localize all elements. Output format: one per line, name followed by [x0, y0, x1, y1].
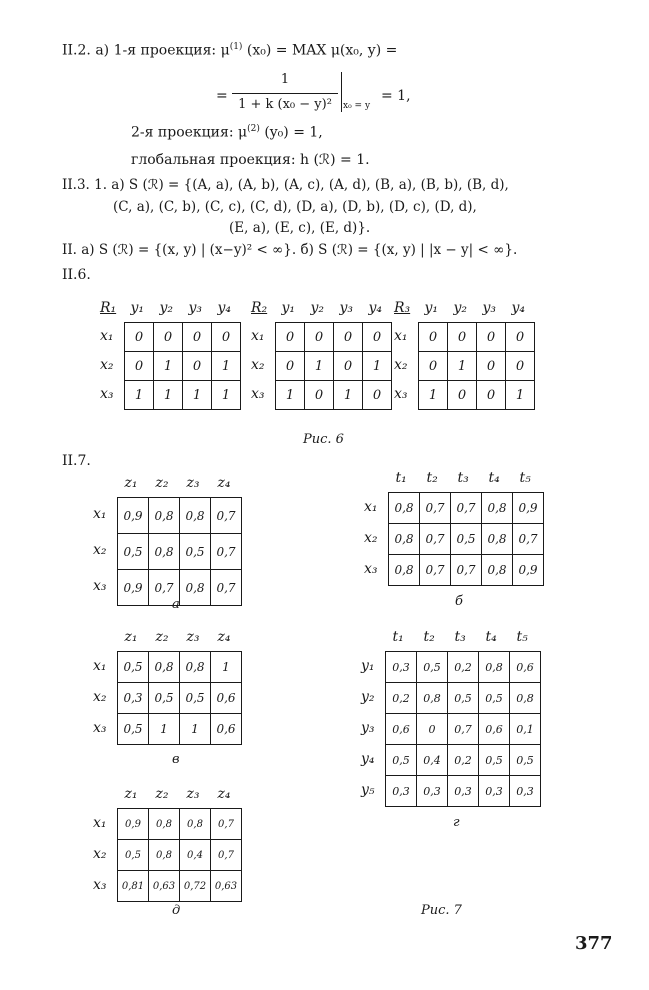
- fig7-g-cell: 0,8: [479, 652, 510, 683]
- fig7-b-row: [389, 493, 544, 524]
- fig6-r3-col-label: y₄: [511, 300, 526, 316]
- fig6-r3-cell: 1: [419, 381, 448, 410]
- fig6-r1-corner-label: R₁: [100, 300, 117, 316]
- fig7-g-row-label: y₂: [361, 688, 375, 705]
- fig7-v-cell: 0,3: [118, 683, 149, 714]
- fig6-r3-cell: 0: [506, 323, 535, 352]
- fig6-r2-cell: 1: [334, 381, 363, 410]
- fig6-r1-row-label: x₁: [100, 327, 114, 344]
- fig7-a-cell: 0,5: [118, 534, 149, 570]
- fig6-r1-cell: 1: [125, 381, 154, 410]
- fig7-d-cell: 0,63: [211, 871, 242, 902]
- fig6-r1-cell: 0: [183, 352, 212, 381]
- fraction-bar: [232, 93, 338, 94]
- fig6-r3-cell: 0: [506, 352, 535, 381]
- item-2-support: II. а) S (ℛ) = {(x, y) | (x−y)² < ∞}. б) S (ℛ) = {(x, y) | |x − y| < ∞}.: [62, 242, 518, 258]
- fig6-r1-col-label: y₄: [217, 300, 232, 316]
- fig7-b-cell: 0,7: [513, 524, 544, 555]
- fig6-r1-matrix: [124, 322, 241, 410]
- fig7-g-row-label: y₃: [361, 719, 375, 736]
- fig7-v-row: [118, 683, 242, 714]
- fig7-b-row-label: x₂: [364, 529, 378, 546]
- fig7-g-cell: 0,3: [510, 776, 541, 807]
- fig7-g-row: [386, 745, 541, 776]
- fig7-v-matrix: [117, 651, 242, 745]
- fig6-r1-cell: 1: [212, 352, 241, 381]
- fig7-d-cell: 0,8: [149, 809, 180, 840]
- fig7-g-cell: 0,8: [510, 683, 541, 714]
- fig7-d-cell: 0,72: [180, 871, 211, 902]
- page-number: 377: [575, 933, 613, 954]
- fig7-d-row: [118, 871, 242, 902]
- fig7-g-cell: 0,2: [386, 683, 417, 714]
- fig6-r3-corner-label: R₃: [394, 300, 411, 316]
- fig7-g-cell: 0,3: [479, 776, 510, 807]
- item-2-2-line: [62, 42, 397, 59]
- fig7-g-cell: 0,6: [479, 714, 510, 745]
- fig6-r1-cell: 0: [125, 323, 154, 352]
- fig7-d-col-label: z₃: [186, 786, 200, 802]
- fig7-g-cell: 0: [417, 714, 448, 745]
- fig7-d-cell: 0,81: [118, 871, 149, 902]
- fig7-b-cell: 0,8: [482, 524, 513, 555]
- fig6-r3-row: [419, 352, 535, 381]
- fig7-d-cell: 0,8: [149, 840, 180, 871]
- fig7-g-cell: 0,6: [386, 714, 417, 745]
- fig6-r1-cell: 0: [212, 323, 241, 352]
- fig7-g-matrix: [385, 651, 541, 807]
- fig7-b-col-label: t₅: [519, 470, 531, 486]
- fig7-d-cell: 0,9: [118, 809, 149, 840]
- fig7-b-cell: 0,7: [420, 493, 451, 524]
- fig7-g-row-label: y₅: [361, 781, 375, 798]
- fig7-b-cell: 0,8: [389, 524, 420, 555]
- fig7-b-matrix: [388, 492, 544, 586]
- fig6-r3-cell: 1: [506, 381, 535, 410]
- fig7-g-cell: 0,5: [417, 652, 448, 683]
- fig7-g-cell: 0,5: [479, 745, 510, 776]
- superscript-1: (1): [229, 42, 243, 52]
- fig7-v-cell: 1: [180, 714, 211, 745]
- item-2-3-line1: II.3. 1. а) S (ℛ) = {(A, a), (A, b), (A, c), (A, d), (B, a), (B, b), (B, d),: [62, 177, 509, 193]
- equals-end: = 1,: [381, 88, 411, 104]
- fig7-g-col-label: t₄: [485, 629, 497, 645]
- fig7-v-col-label: z₄: [217, 629, 231, 645]
- superscript-2: (2): [247, 124, 260, 134]
- fig6-r2-cell: 0: [363, 381, 392, 410]
- fig6-r1-cell: 1: [212, 381, 241, 410]
- fig7-b-row: [389, 524, 544, 555]
- fig7-a-cell: 0,8: [149, 498, 180, 534]
- fig6-r2-cell: 0: [276, 352, 305, 381]
- fig7-g-cell: 0,7: [448, 714, 479, 745]
- fig7-a-cell: 0,9: [118, 570, 149, 606]
- fig7-v-cell: 0,6: [211, 683, 242, 714]
- fig7-a-row-label: x₁: [93, 506, 107, 522]
- substitution-text: x₀ = y: [343, 101, 371, 111]
- substitution-bar: [341, 72, 342, 112]
- fig6-r3-cell: 0: [419, 352, 448, 381]
- fraction-numerator: 1: [280, 72, 290, 87]
- fig6-r3-cell: 0: [477, 381, 506, 410]
- figure-6-caption: Рис. 6: [303, 432, 344, 447]
- fig6-r3-cell: 0: [477, 352, 506, 381]
- fig7-b-row-label: x₃: [364, 560, 378, 577]
- fig7-d-row-label: x₂: [93, 845, 107, 862]
- fig6-r2-cell: 0: [363, 323, 392, 352]
- fig7-a-row: [118, 498, 242, 534]
- fig6-r3-cell: 0: [448, 381, 477, 410]
- fig6-r3-row: [419, 381, 535, 410]
- fig7-b-cell: 0,7: [420, 524, 451, 555]
- fig7-d-cell: 0,8: [180, 809, 211, 840]
- fig6-r3-row-label: x₂: [394, 356, 408, 373]
- fig6-r1-cell: 1: [183, 381, 212, 410]
- fig7-g-cell: 0,4: [417, 745, 448, 776]
- fig7-g-cell: 0,5: [510, 745, 541, 776]
- figure-7-caption: Рис. 7: [421, 903, 462, 918]
- fig6-r2-cell: 0: [334, 323, 363, 352]
- fig7-d-cell: 0,7: [211, 840, 242, 871]
- fig7-d-row-label: x₁: [93, 814, 107, 831]
- fig7-v-row-label: x₂: [93, 688, 107, 705]
- fig7-v-cell: 0,5: [118, 714, 149, 745]
- global-projection: глобальная проекция: h (ℛ) = 1.: [131, 152, 370, 168]
- fig7-g-cell: 0,3: [386, 652, 417, 683]
- item-2-3-line2: (C, a), (C, b), (C, c), (C, d), (D, a), (D, b), (D, c), (D, d),: [113, 199, 477, 215]
- fig7-d-sublabel: д: [172, 903, 181, 918]
- fig7-d-row: [118, 840, 242, 871]
- fig7-g-row-label: y₁: [361, 657, 375, 674]
- fig7-g-col-label: t₃: [454, 629, 466, 645]
- fig6-r2-matrix: [275, 322, 392, 410]
- fig6-r2-cell: 1: [363, 352, 392, 381]
- second-projection: [131, 124, 323, 141]
- fig6-r1-row-label: x₂: [100, 356, 114, 373]
- fig7-v-col-label: z₃: [186, 629, 200, 645]
- fig7-b-cell: 0,8: [389, 555, 420, 586]
- fig7-v-row-label: x₁: [93, 657, 107, 674]
- fig7-g-cell: 0,2: [448, 652, 479, 683]
- fig7-a-cell: 0,8: [149, 534, 180, 570]
- fig6-r1-cell: 1: [154, 352, 183, 381]
- fig6-r1-cell: 0: [125, 352, 154, 381]
- fig7-g-cell: 0,8: [417, 683, 448, 714]
- fig7-g-col-label: t₂: [423, 629, 435, 645]
- fig7-b-cell: 0,5: [451, 524, 482, 555]
- fig6-r1-cell: 0: [154, 323, 183, 352]
- fig7-v-cell: 1: [149, 714, 180, 745]
- fig6-r2-row: [276, 323, 392, 352]
- fig7-b-row-label: x₁: [364, 498, 378, 515]
- fig7-v-row-label: x₃: [93, 719, 107, 736]
- fig6-r3-matrix: [418, 322, 535, 410]
- fraction-denominator: 1 + k (x₀ − y)²: [238, 97, 332, 112]
- fig6-r3-cell: 1: [448, 352, 477, 381]
- fig7-d-col-label: z₄: [217, 786, 231, 802]
- fig6-r1-row: [125, 381, 241, 410]
- fig6-r2-cell: 0: [305, 323, 334, 352]
- item-2-3-line3: (E, a), (E, c), (E, d)}.: [229, 220, 371, 236]
- fig7-v-cell: 0,6: [211, 714, 242, 745]
- equals-start: =: [216, 88, 228, 104]
- fig7-v-cell: 1: [211, 652, 242, 683]
- fig7-g-col-label: t₅: [516, 629, 528, 645]
- fig7-a-col-label: z₄: [217, 475, 231, 491]
- fig6-r2-cell: 1: [276, 381, 305, 410]
- fig6-r1-col-label: y₁: [130, 300, 145, 316]
- fig6-r2-col-label: y₃: [339, 300, 354, 316]
- fig6-r2-row: [276, 352, 392, 381]
- fig7-g-cell: 0,3: [417, 776, 448, 807]
- fig7-a-row-label: x₃: [93, 578, 107, 594]
- fig6-r3-cell: 0: [448, 323, 477, 352]
- fig6-r2-cell: 0: [276, 323, 305, 352]
- fig7-b-cell: 0,7: [420, 555, 451, 586]
- item-2-2-tail: (x₀, y) =: [339, 42, 398, 59]
- fig6-r2-col-label: y₄: [368, 300, 383, 316]
- fig6-r2-cell: 0: [334, 352, 363, 381]
- fig7-g-cell: 0,5: [386, 745, 417, 776]
- fig6-r2-cell: 0: [305, 381, 334, 410]
- fig7-v-col-label: z₂: [155, 629, 169, 645]
- fig6-r2-corner-label: R₂: [251, 300, 268, 316]
- fig7-a-col-label: z₃: [186, 475, 200, 491]
- fig7-a-cell: 0,8: [180, 498, 211, 534]
- fig6-r3-row: [419, 323, 535, 352]
- fig6-r1-col-label: y₃: [188, 300, 203, 316]
- fig7-a-cell: 0,8: [180, 570, 211, 606]
- item-2-2-max: (x₀) = MAX μ: [246, 42, 340, 59]
- fig7-a-row-label: x₂: [93, 542, 107, 558]
- fig7-b-cell: 0,7: [451, 555, 482, 586]
- fig6-r2-row-label: x₃: [251, 385, 265, 402]
- fig7-g-cell: 0,3: [448, 776, 479, 807]
- fig6-r2-col-label: y₁: [281, 300, 296, 316]
- fig7-a-matrix: [117, 497, 242, 606]
- fig7-v-row: [118, 652, 242, 683]
- fig6-r1-cell: 0: [183, 323, 212, 352]
- fig7-g-row: [386, 776, 541, 807]
- fig7-a-sublabel: а: [172, 597, 180, 612]
- fig7-v-sublabel: в: [172, 752, 180, 767]
- fig7-v-cell: 0,8: [180, 652, 211, 683]
- item-2-7-heading: II.7.: [62, 453, 91, 469]
- fig7-g-cell: 0,5: [479, 683, 510, 714]
- fig6-r3-row-label: x₁: [394, 327, 408, 344]
- fig7-b-cell: 0,7: [451, 493, 482, 524]
- second-projection-tail: (y₀) = 1,: [264, 124, 323, 141]
- fig7-d-cell: 0,5: [118, 840, 149, 871]
- fig6-r3-cell: 0: [419, 323, 448, 352]
- fig7-d-col-label: z₁: [124, 786, 138, 802]
- second-projection-text: 2-я проекция: μ: [131, 124, 248, 141]
- fig6-r1-row-label: x₃: [100, 385, 114, 402]
- fig7-a-cell: 0,5: [180, 534, 211, 570]
- fig7-b-cell: 0,9: [513, 555, 544, 586]
- fig7-b-col-label: t₄: [488, 470, 500, 486]
- fig7-v-col-label: z₁: [124, 629, 138, 645]
- fig7-b-col-label: t₁: [395, 470, 407, 486]
- fig7-g-sublabel: г: [453, 815, 460, 830]
- fig7-g-row: [386, 683, 541, 714]
- item-2-2-text: II.2. а) 1-я проекция: μ: [62, 42, 230, 59]
- fig7-d-matrix: [117, 808, 242, 902]
- fig7-g-cell: 0,3: [386, 776, 417, 807]
- fig7-v-cell: 0,8: [149, 652, 180, 683]
- fig7-a-cell: 0,7: [211, 570, 242, 606]
- fig6-r2-row-label: x₂: [251, 356, 265, 373]
- fig6-r1-row: [125, 352, 241, 381]
- fig6-r3-cell: 0: [477, 323, 506, 352]
- fig6-r1-row: [125, 323, 241, 352]
- fig7-d-cell: 0,7: [211, 809, 242, 840]
- fig7-b-col-label: t₂: [426, 470, 438, 486]
- fig7-g-col-label: t₁: [392, 629, 404, 645]
- fig7-b-col-label: t₃: [457, 470, 469, 486]
- fig6-r3-col-label: y₂: [453, 300, 468, 316]
- fig7-g-row: [386, 714, 541, 745]
- fig6-r1-col-label: y₂: [159, 300, 174, 316]
- fig6-r3-col-label: y₁: [424, 300, 439, 316]
- fig7-b-sublabel: б: [455, 594, 463, 609]
- fig6-r1-cell: 1: [154, 381, 183, 410]
- fig7-d-row: [118, 809, 242, 840]
- item-2-6-heading: II.6.: [62, 267, 91, 283]
- fig7-a-row: [118, 534, 242, 570]
- fig7-d-cell: 0,4: [180, 840, 211, 871]
- fig7-g-cell: 0,1: [510, 714, 541, 745]
- fig7-d-col-label: z₂: [155, 786, 169, 802]
- fig7-v-cell: 0,5: [180, 683, 211, 714]
- fig7-a-cell: 0,7: [211, 498, 242, 534]
- fig6-r3-row-label: x₃: [394, 385, 408, 402]
- fig7-a-cell: 0,9: [118, 498, 149, 534]
- fig7-d-row-label: x₃: [93, 876, 107, 893]
- fig7-a-cell: 0,7: [149, 570, 180, 606]
- fig7-a-col-label: z₁: [124, 475, 138, 491]
- fig7-g-row: [386, 652, 541, 683]
- fig6-r2-col-label: y₂: [310, 300, 325, 316]
- fig7-b-cell: 0,8: [482, 493, 513, 524]
- fig7-b-cell: 0,8: [482, 555, 513, 586]
- fig6-r2-cell: 1: [305, 352, 334, 381]
- fig6-r2-row: [276, 381, 392, 410]
- fig7-b-row: [389, 555, 544, 586]
- fig6-r2-row-label: x₁: [251, 327, 265, 344]
- fig7-g-cell: 0,6: [510, 652, 541, 683]
- fig7-a-cell: 0,7: [211, 534, 242, 570]
- fig7-g-row-label: y₄: [361, 750, 375, 767]
- fig7-a-col-label: z₂: [155, 475, 169, 491]
- fig7-b-cell: 0,8: [389, 493, 420, 524]
- fig7-v-cell: 0,5: [118, 652, 149, 683]
- fig7-g-cell: 0,2: [448, 745, 479, 776]
- fig7-g-cell: 0,5: [448, 683, 479, 714]
- fig7-v-cell: 0,5: [149, 683, 180, 714]
- fig6-r3-col-label: y₃: [482, 300, 497, 316]
- fig7-b-cell: 0,9: [513, 493, 544, 524]
- fig7-v-row: [118, 714, 242, 745]
- fig7-d-cell: 0,63: [149, 871, 180, 902]
